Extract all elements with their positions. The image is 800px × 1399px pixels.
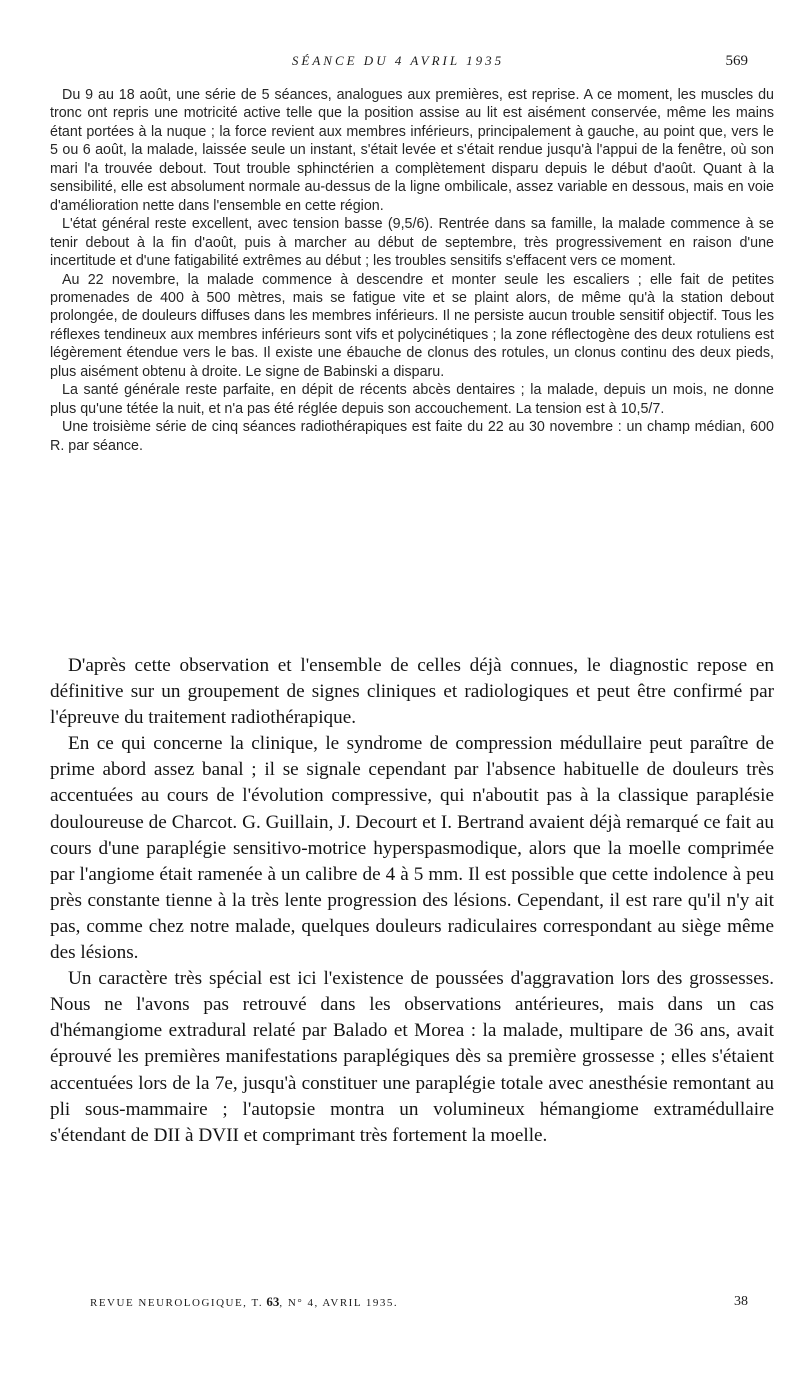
page-header <box>48 53 748 77</box>
sheet-number: 38 <box>734 1294 748 1309</box>
case-paragraph: Du 9 au 18 août, une série de 5 séances, analogues aux premières, est reprise. A ce moment, les muscles du tronc ont repris une motricité active telle que la position assise au lit est aisément conservée, même les mains étant portées à la nuque ; la force revient aux membres inférieurs, principalement à gauche, au point que, vers le 5 ou 6 août, la malade, laissée seule un instant, s'était levée et s'était rendue jusqu'à l'appui de la fenêtre, où son mari l'a trouvée debout. Tout trouble sphinctérien a complètement disparu depuis le début d'août. Quant à la sensibilité, elle est absolument normale au-dessus de la ligne ombilicale, assez variable en dessous, mais en voie d'amélioration nette dans l'ensemble en cette région. <box>50 87 774 214</box>
running-title: SÉANCE DU 4 AVRIL 1935 <box>291 53 505 68</box>
issue-info: , N° 4, AVRIL 1935. <box>279 1297 399 1309</box>
case-paragraph: Une troisième série de cinq séances radiothérapiques est faite du 22 au 30 novembre : un champ médian, 600 R. par séance. <box>50 419 774 454</box>
case-paragraph: Au 22 novembre, la malade commence à descendre et monter seule les escaliers ; elle fait de petites promenades de 400 à 500 mètres, mais se fatigue vite et se plaint alors, de même qu'à la station debout prolongée, de douleurs diffuses dans les membres inférieurs. Il ne persiste aucun trouble sensitif objectif. Tous les réflexes tendineux aux membres inférieurs sont vifs et polycinétiques ; la zone réflectogène des deux rotuliens est légèrement étendue vers le bas. Il existe une ébauche de clonus des rotules, un clonus continu des deux pieds, plus aisément obtenu à droite. Le signe de Babinski a disparu. <box>50 271 774 380</box>
discussion-paragraph: Un caractère très spécial est ici l'existence de poussées d'aggravation lors des grossesses. Nous ne l'avons pas retrouvé dans les observations antérieures, mais dans un cas d'hémangiome extradural relaté par Balado et Morea : la malade, multipare de 36 ans, avait éprouvé les premières manifestations paraplégiques dès sa première grossesse ; elles s'étaient accentuées lors de la 7e, jusqu'à constituer une paraplégie totale avec anesthésie remontant au pli sous-mammaire ; l'autopsie montra un volumineux hémangiome extramédullaire s'étendant de DII à DVII et comprimant très fortement la moelle. <box>50 968 774 1146</box>
case-paragraph: L'état général reste excellent, avec tension basse (9,5/6). Rentrée dans sa famille, la malade commence à se tenir debout à la fin d'août, puis à marcher au début de septembre, très progressivement en raison d'une incertitude et d'une fatigabilité extrêmes au début ; les troubles sensitifs s'effacent vers ce moment. <box>50 216 774 270</box>
case-report-text <box>50 86 774 455</box>
page-number: 569 <box>725 53 748 69</box>
page-footer <box>90 1294 748 1310</box>
journal-name: REVUE NEUROLOGIQUE, T. <box>90 1297 264 1309</box>
volume-number: 63 <box>266 1294 280 1309</box>
case-paragraph: La santé générale reste parfaite, en dépit de récents abcès dentaires ; la malade, depuis un mois, ne donne plus qu'une tétée la nuit, et n'a pas été réglée depuis son accouchement. La tension est à 10,5/7. <box>50 382 774 417</box>
discussion-paragraph: En ce qui concerne la clinique, le syndrome de compression médullaire peut paraître de prime abord assez banal ; il se signale cependant par l'absence habituelle de douleurs très accentuées au cours de l'évolution compressive, qui n'aboutit pas à la classique paraplésie douloureuse de Charcot. G. Guillain, J. Decourt et I. Bertrand avaient déjà remarqué ce fait au cours d'une paraplégie sensitivo-motrice hyperspasmodique, alors que la moelle comprimée par l'angiome était ramenée à un calibre de 4 à 5 mm. Il est possible que cette indolence à peu près constante tienne à la très lente progression des lésions. Cependant, il est rare qu'il n'y ait pas, comme chez notre malade, quelques douleurs radiculaires correspondant au siège même des lésions. <box>50 733 774 964</box>
discussion-paragraph: D'après cette observation et l'ensemble de celles déjà connues, le diagnostic repose en définitive sur un groupement de signes cliniques et radiologiques et peut être confirmé par l'épreuve du traitement radiothérapique. <box>50 655 774 729</box>
discussion-text <box>50 653 774 1149</box>
